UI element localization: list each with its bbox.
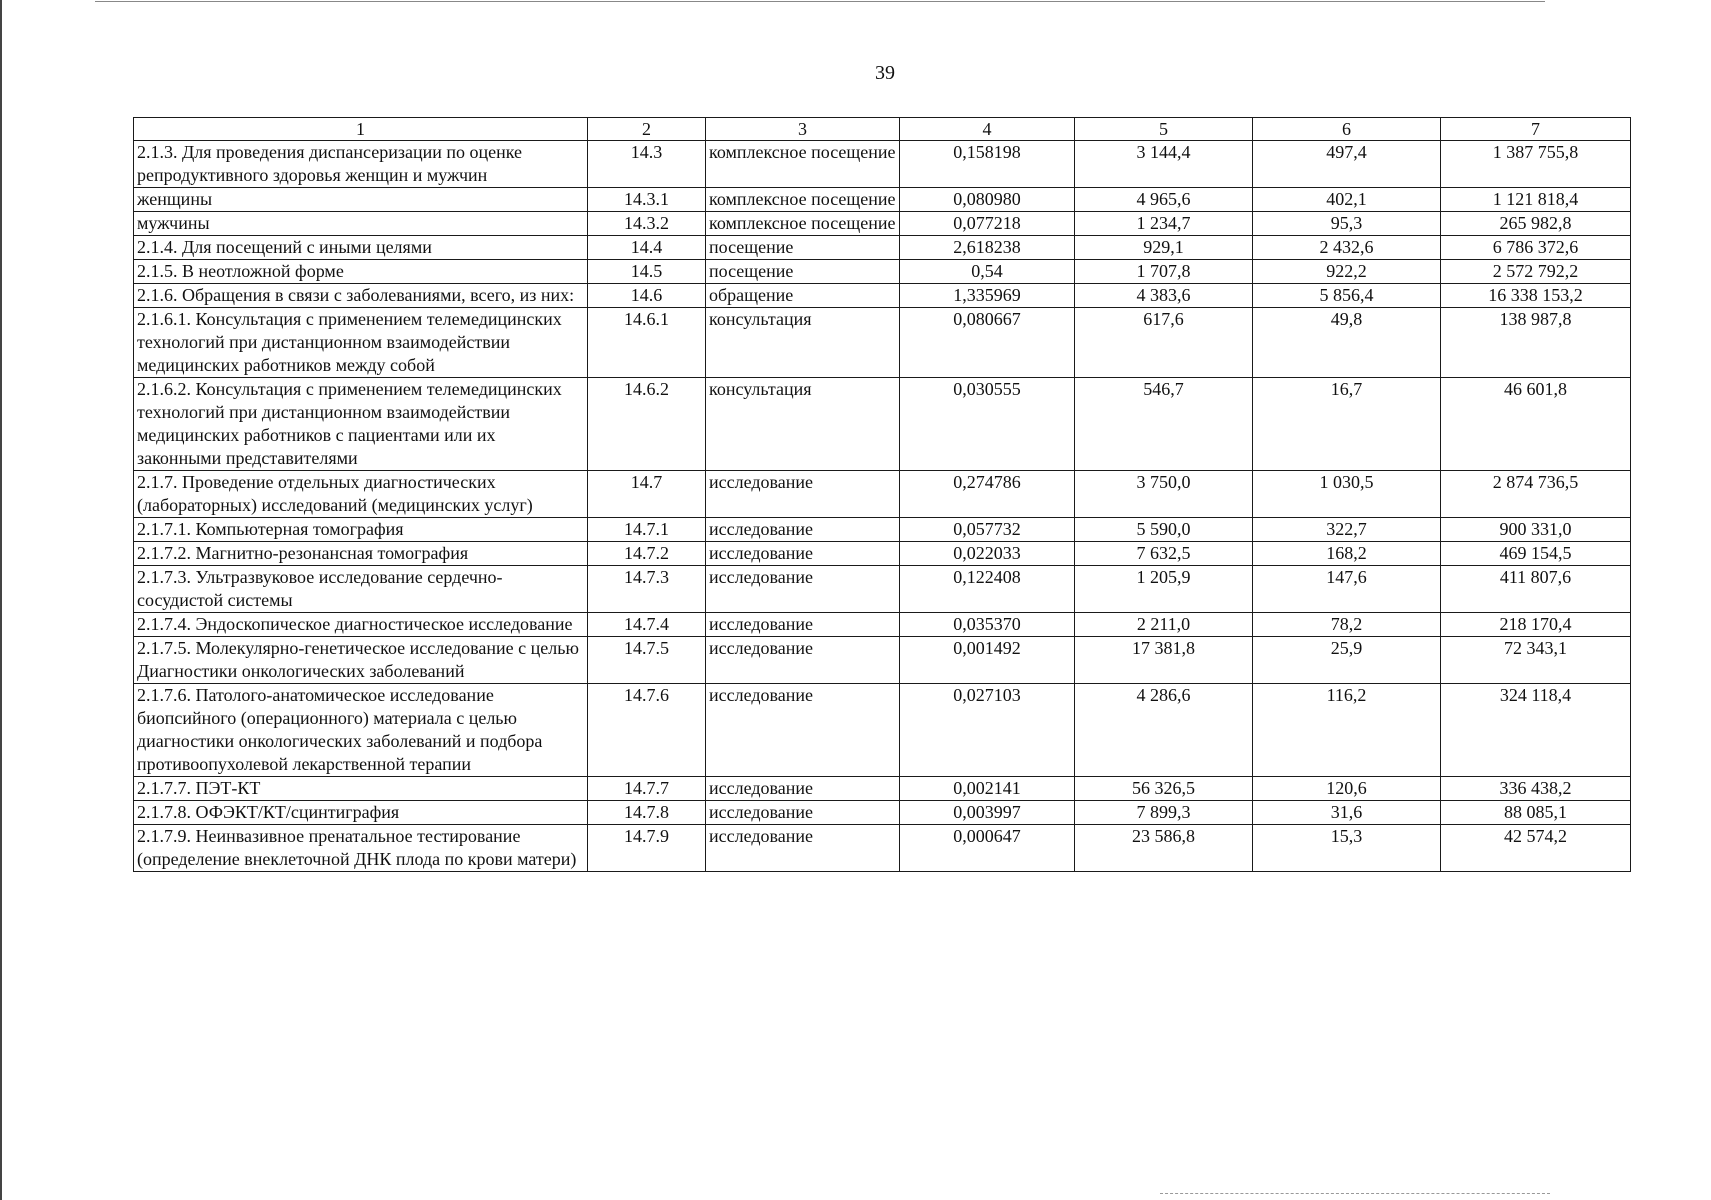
row-value-cell: 2,618238 (900, 236, 1075, 260)
row-value-cell: 1,335969 (900, 284, 1075, 308)
row-value-cell: 0,057732 (900, 518, 1075, 542)
row-unit-cell: исследование (706, 777, 900, 801)
row-value-cell: 324 118,4 (1441, 684, 1631, 777)
row-value-cell: 7 632,5 (1075, 542, 1253, 566)
row-name-cell: 2.1.7.7. ПЭТ-КТ (134, 777, 588, 801)
row-unit-cell: исследование (706, 637, 900, 684)
header-cell: 6 (1253, 118, 1441, 141)
row-code-cell: 14.5 (588, 260, 706, 284)
table-row (134, 825, 1631, 872)
row-value-cell: 4 965,6 (1075, 188, 1253, 212)
row-unit-cell: исследование (706, 825, 900, 872)
row-value-cell: 0,027103 (900, 684, 1075, 777)
scan-top-rule (95, 1, 1545, 2)
row-value-cell: 322,7 (1253, 518, 1441, 542)
row-value-cell: 1 205,9 (1075, 566, 1253, 613)
row-code-cell: 14.4 (588, 236, 706, 260)
row-value-cell: 16 338 153,2 (1441, 284, 1631, 308)
row-value-cell: 56 326,5 (1075, 777, 1253, 801)
row-name-cell: 2.1.7.8. ОФЭКТ/КТ/сцинтиграфия (134, 801, 588, 825)
row-unit-cell: консультация (706, 308, 900, 378)
row-value-cell: 7 899,3 (1075, 801, 1253, 825)
row-unit-cell: посещение (706, 260, 900, 284)
row-value-cell: 31,6 (1253, 801, 1441, 825)
row-value-cell: 3 750,0 (1075, 471, 1253, 518)
row-code-cell: 14.6 (588, 284, 706, 308)
table-row (134, 188, 1631, 212)
row-value-cell: 0,077218 (900, 212, 1075, 236)
row-code-cell: 14.3 (588, 141, 706, 188)
row-unit-cell: исследование (706, 566, 900, 613)
row-code-cell: 14.6.1 (588, 308, 706, 378)
table-row (134, 141, 1631, 188)
table-row (134, 471, 1631, 518)
row-value-cell: 0,002141 (900, 777, 1075, 801)
row-name-cell: 2.1.7.3. Ультразвуковое исследование сердечно-сосудистой системы (134, 566, 588, 613)
scan-bottom-rule (1160, 1193, 1550, 1195)
table-row (134, 542, 1631, 566)
row-value-cell: 88 085,1 (1441, 801, 1631, 825)
row-code-cell: 14.7.2 (588, 542, 706, 566)
row-unit-cell: исследование (706, 684, 900, 777)
row-name-cell: 2.1.6. Обращения в связи с заболеваниями, всего, из них: (134, 284, 588, 308)
row-value-cell: 929,1 (1075, 236, 1253, 260)
row-value-cell: 1 707,8 (1075, 260, 1253, 284)
row-value-cell: 0,035370 (900, 613, 1075, 637)
row-name-cell: 2.1.6.2. Консультация с применением телемедицинских технологий при дистанционном взаимодействии медицинских работников с пациентами или их законными представителями (134, 378, 588, 471)
row-value-cell: 42 574,2 (1441, 825, 1631, 872)
row-value-cell: 617,6 (1075, 308, 1253, 378)
table-row (134, 613, 1631, 637)
row-value-cell: 72 343,1 (1441, 637, 1631, 684)
row-name-cell: 2.1.4. Для посещений с иными целями (134, 236, 588, 260)
row-value-cell: 546,7 (1075, 378, 1253, 471)
row-value-cell: 0,080667 (900, 308, 1075, 378)
row-value-cell: 2 874 736,5 (1441, 471, 1631, 518)
row-unit-cell: исследование (706, 801, 900, 825)
page-number: 39 (875, 62, 895, 84)
row-unit-cell: исследование (706, 613, 900, 637)
row-value-cell: 2 211,0 (1075, 613, 1253, 637)
header-cell: 7 (1441, 118, 1631, 141)
row-value-cell: 1 030,5 (1253, 471, 1441, 518)
scan-edge (0, 0, 2, 1200)
row-value-cell: 1 234,7 (1075, 212, 1253, 236)
row-value-cell: 4 383,6 (1075, 284, 1253, 308)
row-unit-cell: исследование (706, 542, 900, 566)
row-code-cell: 14.7.5 (588, 637, 706, 684)
row-code-cell: 14.3.2 (588, 212, 706, 236)
row-value-cell: 95,3 (1253, 212, 1441, 236)
row-value-cell: 900 331,0 (1441, 518, 1631, 542)
row-value-cell: 336 438,2 (1441, 777, 1631, 801)
row-value-cell: 0,000647 (900, 825, 1075, 872)
row-value-cell: 120,6 (1253, 777, 1441, 801)
table-row (134, 308, 1631, 378)
row-value-cell: 78,2 (1253, 613, 1441, 637)
header-cell: 2 (588, 118, 706, 141)
row-value-cell: 3 144,4 (1075, 141, 1253, 188)
row-value-cell: 147,6 (1253, 566, 1441, 613)
row-value-cell: 265 982,8 (1441, 212, 1631, 236)
row-name-cell: 2.1.7.1. Компьютерная томография (134, 518, 588, 542)
row-value-cell: 15,3 (1253, 825, 1441, 872)
table-row (134, 284, 1631, 308)
table-row (134, 684, 1631, 777)
row-value-cell: 469 154,5 (1441, 542, 1631, 566)
row-code-cell: 14.7.3 (588, 566, 706, 613)
row-name-cell: 2.1.7.5. Молекулярно-генетическое исследование с целью Диагностики онкологических заболеваний (134, 637, 588, 684)
row-value-cell: 5 856,4 (1253, 284, 1441, 308)
row-unit-cell: комплексное посещение (706, 141, 900, 188)
row-name-cell: 2.1.5. В неотложной форме (134, 260, 588, 284)
row-code-cell: 14.3.1 (588, 188, 706, 212)
row-value-cell: 2 432,6 (1253, 236, 1441, 260)
row-value-cell: 2 572 792,2 (1441, 260, 1631, 284)
row-value-cell: 0,003997 (900, 801, 1075, 825)
header-cell: 5 (1075, 118, 1253, 141)
row-value-cell: 17 381,8 (1075, 637, 1253, 684)
row-code-cell: 14.7 (588, 471, 706, 518)
row-value-cell: 0,158198 (900, 141, 1075, 188)
row-name-cell: 2.1.7.9. Неинвазивное пренатальное тестирование (определение внеклеточной ДНК плода по крови матери) (134, 825, 588, 872)
table-header-row (134, 118, 1631, 141)
row-value-cell: 0,274786 (900, 471, 1075, 518)
data-table (133, 117, 1631, 872)
row-unit-cell: посещение (706, 236, 900, 260)
row-value-cell: 168,2 (1253, 542, 1441, 566)
row-value-cell: 411 807,6 (1441, 566, 1631, 613)
row-value-cell: 49,8 (1253, 308, 1441, 378)
row-code-cell: 14.7.8 (588, 801, 706, 825)
table-row (134, 236, 1631, 260)
table-row (134, 212, 1631, 236)
row-name-cell: 2.1.7.6. Патолого-анатомическое исследование биопсийного (операционного) материала с целью диагностики онкологических заболеваний и подбора противоопухолевой лекарственной терапии (134, 684, 588, 777)
row-code-cell: 14.7.7 (588, 777, 706, 801)
row-unit-cell: комплексное посещение (706, 212, 900, 236)
row-value-cell: 4 286,6 (1075, 684, 1253, 777)
row-value-cell: 0,54 (900, 260, 1075, 284)
row-value-cell: 5 590,0 (1075, 518, 1253, 542)
row-name-cell: мужчины (134, 212, 588, 236)
header-cell: 4 (900, 118, 1075, 141)
header-cell: 1 (134, 118, 588, 141)
row-name-cell: 2.1.3. Для проведения диспансеризации по оценке репродуктивного здоровья женщин и мужчин (134, 141, 588, 188)
row-unit-cell: комплексное посещение (706, 188, 900, 212)
row-name-cell: 2.1.7. Проведение отдельных диагностических (лабораторных) исследований (медицинских услуг) (134, 471, 588, 518)
row-value-cell: 16,7 (1253, 378, 1441, 471)
table-row (134, 260, 1631, 284)
table-row (134, 637, 1631, 684)
row-value-cell: 922,2 (1253, 260, 1441, 284)
row-value-cell: 0,080980 (900, 188, 1075, 212)
row-value-cell: 497,4 (1253, 141, 1441, 188)
row-value-cell: 402,1 (1253, 188, 1441, 212)
row-code-cell: 14.7.1 (588, 518, 706, 542)
row-code-cell: 14.7.6 (588, 684, 706, 777)
row-unit-cell: исследование (706, 471, 900, 518)
table-row (134, 566, 1631, 613)
table-row (134, 518, 1631, 542)
row-value-cell: 0,001492 (900, 637, 1075, 684)
row-value-cell: 46 601,8 (1441, 378, 1631, 471)
table-row (134, 801, 1631, 825)
row-value-cell: 0,122408 (900, 566, 1075, 613)
row-value-cell: 0,030555 (900, 378, 1075, 471)
row-value-cell: 23 586,8 (1075, 825, 1253, 872)
row-code-cell: 14.7.4 (588, 613, 706, 637)
row-unit-cell: консультация (706, 378, 900, 471)
header-cell: 3 (706, 118, 900, 141)
row-value-cell: 116,2 (1253, 684, 1441, 777)
row-value-cell: 25,9 (1253, 637, 1441, 684)
row-name-cell: 2.1.7.4. Эндоскопическое диагностическое исследование (134, 613, 588, 637)
row-code-cell: 14.6.2 (588, 378, 706, 471)
row-unit-cell: обращение (706, 284, 900, 308)
row-value-cell: 1 121 818,4 (1441, 188, 1631, 212)
row-value-cell: 218 170,4 (1441, 613, 1631, 637)
row-name-cell: женщины (134, 188, 588, 212)
row-name-cell: 2.1.6.1. Консультация с применением телемедицинских технологий при дистанционном взаимодействии медицинских работников между собой (134, 308, 588, 378)
row-value-cell: 1 387 755,8 (1441, 141, 1631, 188)
table-row (134, 378, 1631, 471)
table-row (134, 777, 1631, 801)
row-value-cell: 138 987,8 (1441, 308, 1631, 378)
row-value-cell: 0,022033 (900, 542, 1075, 566)
row-unit-cell: исследование (706, 518, 900, 542)
row-name-cell: 2.1.7.2. Магнитно-резонансная томография (134, 542, 588, 566)
row-code-cell: 14.7.9 (588, 825, 706, 872)
row-value-cell: 6 786 372,6 (1441, 236, 1631, 260)
